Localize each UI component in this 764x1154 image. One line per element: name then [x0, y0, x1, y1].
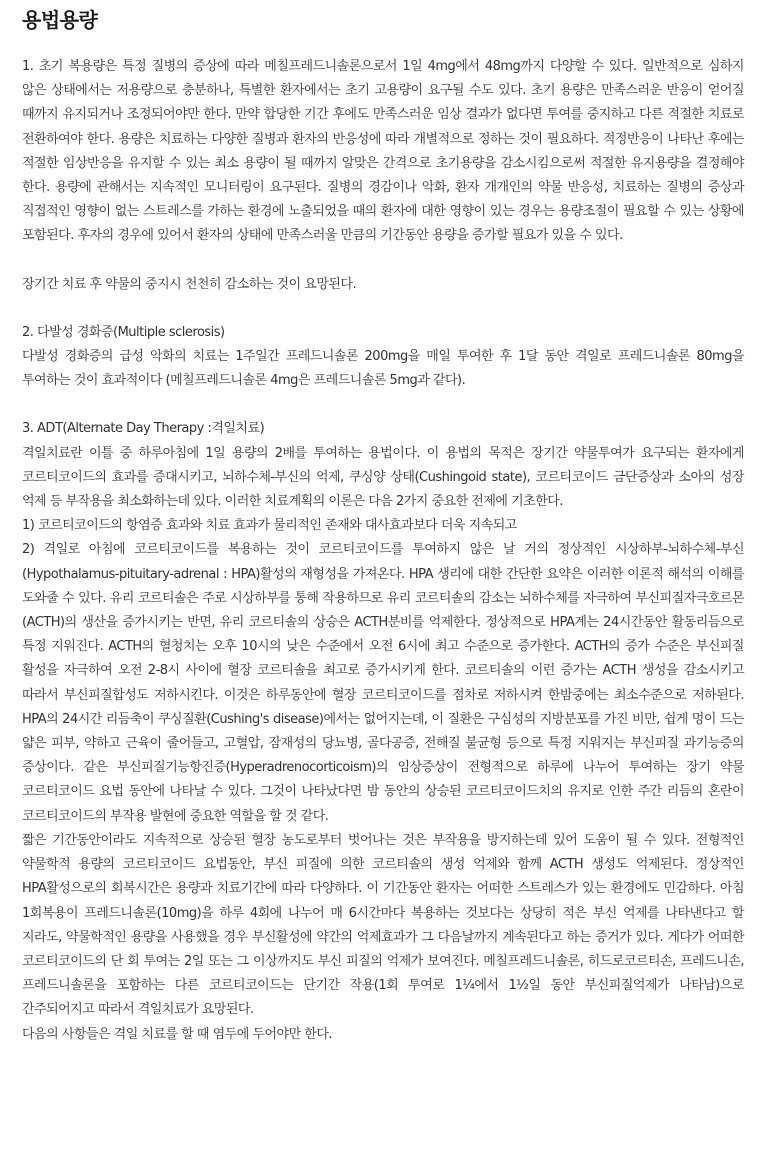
document-page	[22, 0, 744, 1047]
paragraph-spacer	[22, 393, 744, 417]
paragraph-initial-dose: 1. 초기 복용량은 특정 질병의 증상에 따라 메칠프레드니솔론으로서 1일 4mg에서 48mg까지 다양할 수 있다. 일반적으로 심하지 않은 상태에서는 저용량으로 충분하나, 특별한 환자에서는 초기 고용량이 요구될 수도 있다. 초기 용량은 만족스러운 반응이 얻어질 때까지 유지되거나 조정되어야만 한다. 만약 합당한 기간 후에도 만족스러운 임상 결과가 없다면 투여를 중지하고 다른 적절한 치료로 전환하여야 한다. 용량은 치료하는 다양한 질병과 환자의 반응성에 따라 개별적으로 정하는 것이 필요하다. 적정반응이 나타난 후에는 적절한 임상반응을 유지할 수 있는 최소 용량이 될 때까지 알맞은 간격으로 초기용량을 감소시킴으로써 적절한 유지용량을 결정해야 한다. 용량에 관해서는 지속적인 모니터링이 요구된다. 질병의 경감이나 악화, 환자 개개인의 약물 반응성, 치료하는 질병의 증상과 직접적인 영향이 없는 스트레스를 가하는 환경에 노출되었을 때의 환자에 대한 영향이 있는 경우는 용량조절이 필요할 수 있는 상황에 포함된다. 후자의 경우에 있어서 환자의 상태에 만족스러울 만큼의 기간동안 용량을 증가할 필요가 있을 수 있다.	[22, 59, 744, 244]
paragraph-multiple-sclerosis: 다발성 경화증의 급성 악화의 치료는 1주일간 프레드니솔론 200mg을 매일 투여한 후 1달 동안 격일로 프레드니솔론 80mg을 투여하는 것이 효과적이다 (메칠프레드니솔론 4mg은 프레드니솔론 5mg과 같다).	[22, 349, 744, 389]
paragraph-tapering: 장기간 치료 후 약물의 중지시 천천히 감소하는 것이 요망된다.	[22, 276, 357, 292]
paragraph-spacer	[22, 297, 744, 321]
paragraph-adt-definition: 격일치료란 이틀 중 하루아침에 1일 용량의 2배를 투여하는 용법이다. 이 용법의 목적은 장기간 약물투여가 요구되는 환자에게 코르티코이드의 효과를 증대시키고, 뇌하수체-부신의 억제, 쿠싱양 상태(Cushingoid state), 코르티코이드 금단증상과 소아의 성장 억제 등 부작용을 최소화하는데 있다. 이러한 치료계획의 이론은 다음 2가지 중요한 전제에 기초한다.	[22, 445, 744, 510]
page-title: 용법용량	[22, 8, 98, 32]
section-heading-adt: 3. ADT(Alternate Day Therapy :격일치료)	[22, 421, 265, 437]
dosage-body	[22, 55, 744, 1047]
paragraph-spacer	[22, 249, 744, 273]
section-heading-multiple-sclerosis: 2. 다발성 경화증(Multiple sclerosis)	[22, 324, 225, 340]
paragraph-hpa-recovery: 짧은 기간동안이라도 지속적으로 상승된 혈장 농도로부터 벗어나는 것은 부작용을 방지하는데 있어 도움이 될 수 있다. 전형적인 약물학적 용량의 코르티코이드 요법동안, 부신 피질에 의한 코르티솔의 생성 억제와 함께 ACTH 생성도 억제된다. 정상적인 HPA활성으로의 회복시간은 용량과 치료기간에 따라 다양하다. 이 기간동안 환자는 어떠한 스트레스가 있는 환경에도 민감하다. 아침 1회복용이 프레드니솔론(10mg)을 하루 4회에 나누어 매 6시간마다 복용하는 것보다는 상당히 적은 부신 억제를 나타낸다고 할 지라도, 약물학적인 용량을 사용했을 경우 부신활성에 약간의 억제효과가 그 다음날까지 계속된다고 하는 증거가 있다. 게다가 어떠한 코르티코이드의 단 회 투여는 2일 또는 그 이상까지도 부신 피질의 억제가 보여진다. 메칠프레드니솔론, 히드로코르티손, 프레드니손, 프레드니솔론을 포함하는 다른 코르티코이드는 단기간 작용(1회 투여로 1¼에서 1½일 동안 부신피질억제가 나타남)으로 간주되어지고 따라서 격일치료가 요망된다.	[22, 832, 744, 1018]
paragraph-considerations: 다음의 사항들은 격일 치료를 할 때 염두에 두어야만 한다.	[22, 1026, 333, 1042]
list-item-premise-1: 1) 코르티코이드의 항염증 효과와 치료 효과가 물리적인 존재와 대사효과보다 더욱 지속되고	[22, 518, 517, 534]
list-item-premise-2: 2) 격일로 아침에 코르티코이드를 복용하는 것이 코르티코이드를 투여하지 않은 날 거의 정상적인 시상하부-뇌하수체-부신(Hypothalamus-pituitary-adrenal : HPA)활성의 재형성을 가져온다. HPA 생리에 대한 간단한 요약은 이러한 이론적 해석의 이해를 도와줄 수 있다. 유리 코르티솔은 주로 시상하부를 통해 작용하므로 유리 코르티솔의 감소는 뇌하수체를 자극하여 부신피질자극호르몬(ACTH)의 생산을 증가시키는 반면, 유리 코르티솔의 상승은 ACTH분비를 억제한다. 정상적으로 HPA계는 24시간동안 활동리듬으로 특정 지워진다. ACTH의 혈청치는 오후 10시의 낮은 수준에서 오전 6시에 최고 수준으로 증가한다. ACTH의 증가 수준은 부신피질 활성을 자극하여 오전 2-8시 사이에 혈장 코르티솔을 최고로 증가시키게 한다. 코르티솔의 이런 증가는 ACTH 생성을 감소시키고 따라서 부신피질합성도 저하시킨다. 이것은 하루동안에 혈장 코르티코이드를 점차로 저하시켜 한밤중에는 최소수준으로 저하된다. HPA의 24시간 리듬축이 쿠싱질환(Cushing's disease)에서는 없어지는데, 이 질환은 구심성의 지방분포를 가진 비만, 쉽게 멍이 드는 얇은 피부, 약하고 근육이 줄어들고, 고혈압, 잠재성의 당뇨병, 골다공증, 전해질 불균형 등으로 특정 지워지는 부신피질 과기능증의 증상이다. 같은 부신피질기능항진증(Hyperadrenocorticoism)의 임상증상이 전형적으로 하루에 나누어 투여하는 장기 약물 코르티코이드 요법 동안에 나타날 수 있다. 그것이 나타났다면 밤 동안의 상승된 코르티코이드치의 유지로 인한 주간 리듬의 혼란이 코르티코이드의 부작용 발현에 중요한 역할을 할 것 같다.	[22, 542, 744, 824]
